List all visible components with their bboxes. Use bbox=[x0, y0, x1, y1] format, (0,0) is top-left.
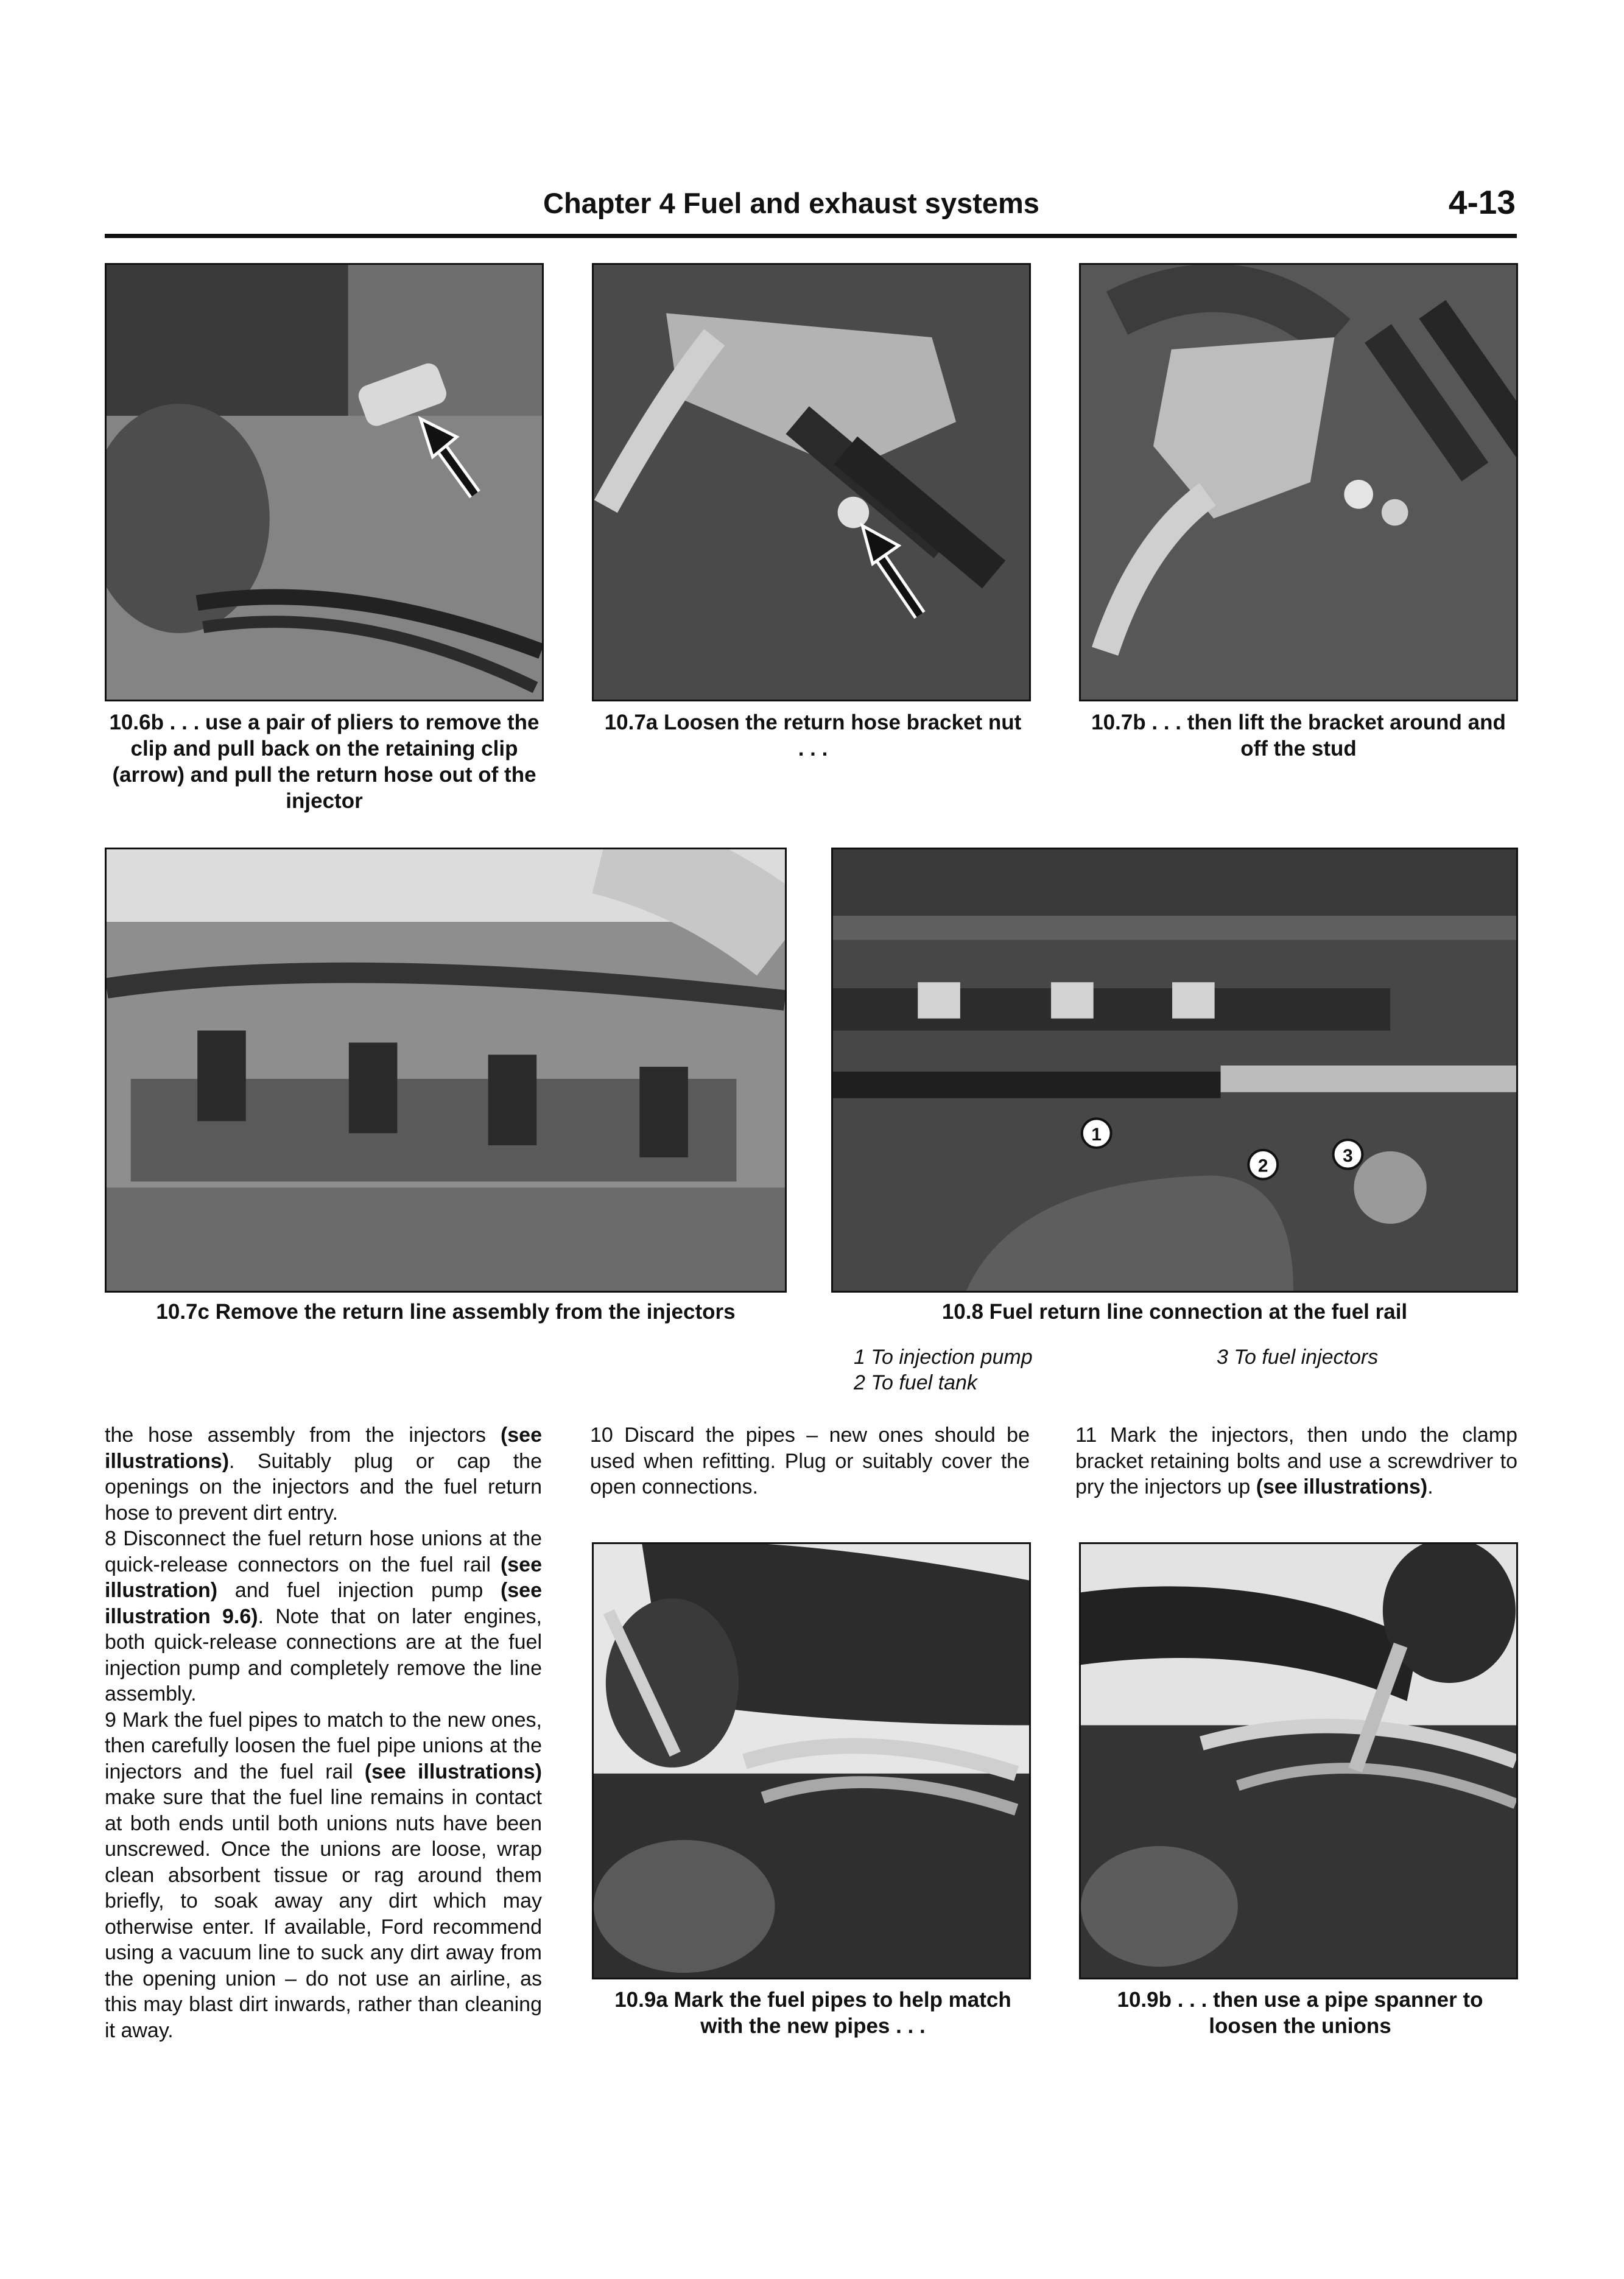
photo-10-9b bbox=[1079, 1542, 1518, 1979]
paragraph-step-9: 9 Mark the fuel pipes to match to the new ones, then carefully loosen the fuel pipe unions at the injectors and the fuel rail (see illustrations) make sure that the fuel line remains in contact at both ends until both unions nuts have been unscrewed. Once the unions are loose, wrap clean absorbent tissue or rag around them briefly, to soak away any dirt which may otherwise enter. If available, Ford recommend using a vacuum line to suck any dirt away from the opening union – do not use an airline, as this may blast dirt inwards, rather than cleaning it away. bbox=[105, 1708, 542, 2042]
photo-10-9a-image bbox=[594, 1544, 1029, 1978]
legend-item-1: 1 To injection pump bbox=[854, 1346, 1033, 1369]
photo-10-7b bbox=[1079, 263, 1518, 701]
photo-10-9a bbox=[592, 1542, 1031, 1979]
legend-item-2: 2 To fuel tank bbox=[854, 1371, 977, 1394]
text-column-3 bbox=[1075, 1422, 1517, 1500]
paragraph-step-10: 10 Discard the pipes – new ones should be used when refitting. Plug or suitably cover the open connections. bbox=[590, 1424, 1030, 1498]
photo-10-7b-image bbox=[1081, 265, 1516, 700]
marker-2: 2 bbox=[1257, 1156, 1268, 1176]
caption-10-7c: 10.7c Remove the return line assembly from the injectors bbox=[156, 1300, 736, 1324]
header-rule bbox=[105, 234, 1517, 238]
legend-item-3: 3 To fuel injectors bbox=[1217, 1346, 1379, 1369]
paragraph-continued: the hose assembly from the injectors (see illustrations). Suitably plug or cap the openings on the injectors and the fuel return hose to prevent dirt entry. bbox=[105, 1424, 542, 1525]
photo-10-7a-image bbox=[594, 265, 1029, 700]
photo-10-7a bbox=[592, 263, 1031, 701]
caption-10-6b: 10.6b . . . use a pair of pliers to remove the clip and pull back on the retaining clip (arrow) and pull the return hose out of the injector bbox=[109, 711, 540, 813]
chapter-title: Chapter 4 Fuel and exhaust systems bbox=[543, 187, 1039, 219]
photo-10-6b-image bbox=[107, 265, 542, 700]
paragraph-step-11: 11 Mark the injectors, then undo the clamp bracket retaining bolts and use a screwdriver to pry the injectors up (see illustrations). bbox=[1075, 1424, 1517, 1498]
photo-10-7c-image bbox=[107, 849, 785, 1291]
photo-10-7c bbox=[105, 848, 787, 1293]
marker-3: 3 bbox=[1343, 1145, 1353, 1166]
photo-10-8-image bbox=[833, 849, 1516, 1291]
text-column-1 bbox=[105, 1422, 542, 2043]
caption-10-9a: 10.9a Mark the fuel pipes to help match with the new pipes . . . bbox=[614, 1988, 1011, 2038]
caption-10-7b: 10.7b . . . then lift the bracket around and off the stud bbox=[1091, 711, 1506, 760]
page-number: 4-13 bbox=[1448, 183, 1516, 221]
photo-10-9b-image bbox=[1081, 1544, 1516, 1978]
caption-10-7a: 10.7a Loosen the return hose bracket nut . . . bbox=[604, 711, 1022, 760]
photo-10-8 bbox=[831, 848, 1518, 1293]
text-column-2 bbox=[590, 1422, 1030, 1500]
caption-10-8: 10.8 Fuel return line connection at the fuel rail bbox=[941, 1300, 1408, 1324]
caption-10-9b: 10.9b . . . then use a pipe spanner to loosen the unions bbox=[1117, 1988, 1483, 2038]
paragraph-step-8: 8 Disconnect the fuel return hose unions at the quick-release connectors on the fuel rail (see illustration) and fuel injection pump (see illustration 9.6). Note that on later engines, both quick-release connections are at the fuel injection pump and completely remove the line assembly. bbox=[105, 1527, 542, 1705]
photo-10-6b bbox=[105, 263, 544, 701]
marker-1: 1 bbox=[1091, 1125, 1102, 1145]
